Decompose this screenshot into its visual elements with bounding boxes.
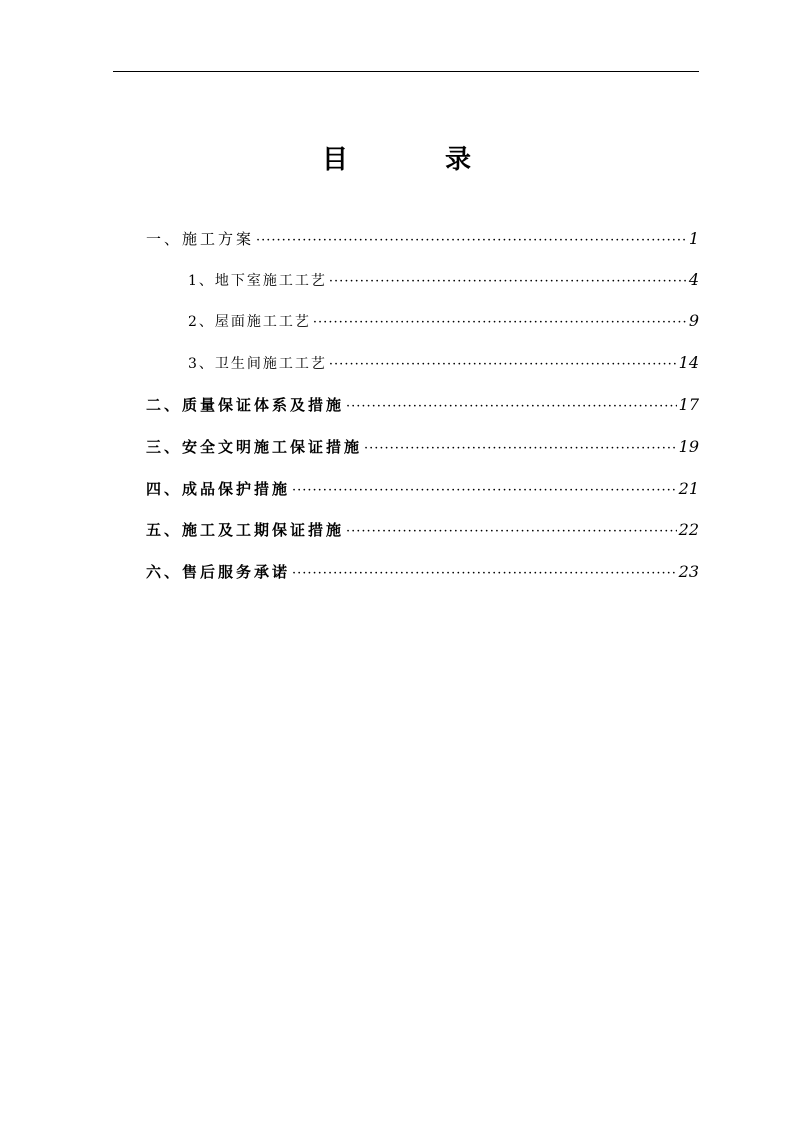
toc-leader-dots [346, 399, 677, 414]
toc-leader-dots [329, 357, 677, 372]
table-of-contents [146, 228, 699, 602]
toc-entry-construction-plan[interactable] [146, 228, 699, 270]
toc-entry-basement-process[interactable] [146, 270, 699, 312]
toc-leader-dots [346, 524, 677, 539]
toc-entry-bathroom-process[interactable] [146, 353, 699, 395]
toc-page-number: 19 [678, 436, 699, 456]
toc-entry-label: 四、成品保护措施 [146, 479, 291, 498]
toc-page-number: 4 [688, 269, 699, 289]
page-title: 目 录 [321, 145, 516, 175]
header-rule [113, 71, 699, 72]
toc-entry-label: 1、地下室施工工艺 [188, 272, 327, 289]
toc-entry-quality-assurance[interactable] [146, 394, 699, 436]
toc-leader-dots [256, 233, 687, 248]
toc-entry-label: 三、安全文明施工保证措施 [146, 437, 363, 456]
toc-entry-label: 二、质量保证体系及措施 [146, 396, 345, 415]
toc-entry-schedule-assurance[interactable] [146, 519, 699, 561]
toc-leader-dots [313, 315, 687, 330]
toc-entry-roof-process[interactable] [146, 311, 699, 353]
toc-entry-label: 六、售后服务承诺 [146, 562, 291, 581]
toc-entry-safety-measures[interactable] [146, 436, 699, 478]
toc-entry-after-sales[interactable] [146, 561, 699, 603]
toc-page-number: 1 [688, 229, 699, 248]
toc-leader-dots [292, 483, 677, 498]
toc-page-number: 21 [678, 478, 699, 498]
toc-entry-label: 一、施工方案 [146, 230, 255, 248]
toc-entry-label: 五、施工及工期保证措施 [146, 521, 345, 540]
toc-entry-label: 2、屋面施工工艺 [188, 314, 311, 331]
toc-page-number: 17 [678, 395, 699, 415]
toc-leader-dots [364, 441, 677, 456]
toc-entry-label: 3、卫生间施工工艺 [188, 355, 327, 372]
toc-leader-dots [292, 566, 677, 581]
toc-entry-product-protection[interactable] [146, 478, 699, 520]
toc-page-number: 14 [678, 352, 699, 372]
toc-page-number: 22 [678, 520, 699, 540]
toc-page-number: 23 [678, 561, 699, 581]
toc-page-number: 9 [688, 311, 699, 331]
toc-leader-dots [329, 274, 687, 289]
